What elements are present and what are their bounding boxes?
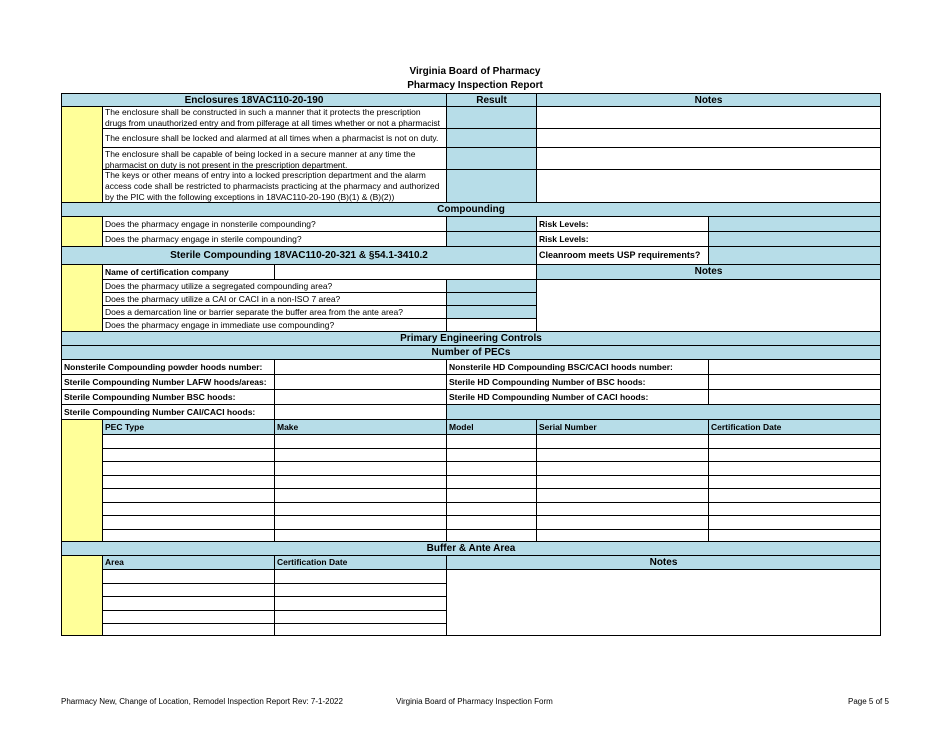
- footer-form-revision: Pharmacy New, Change of Location, Remodel Inspection Report Rev: 7-1-2022: [61, 697, 343, 706]
- pec-table-cell[interactable]: [102, 461, 275, 476]
- pec-table-cell[interactable]: [708, 461, 881, 476]
- footer-form-name: Virginia Board of Pharmacy Inspection Form: [396, 697, 553, 706]
- result-field[interactable]: [446, 292, 537, 306]
- result-field[interactable]: [446, 279, 537, 293]
- result-field[interactable]: [446, 318, 537, 332]
- pec-count-field[interactable]: [274, 359, 447, 375]
- buffer-heading: Buffer & Ante Area: [61, 541, 881, 556]
- compounding-question: Does the pharmacy engage in sterile compounding?: [102, 231, 447, 247]
- buffer-table-cell[interactable]: [102, 596, 275, 611]
- risk-levels-field[interactable]: [708, 231, 881, 247]
- notes-field[interactable]: [536, 169, 881, 203]
- pec-table-cell[interactable]: [708, 475, 881, 490]
- pec-table-cell[interactable]: [102, 475, 275, 490]
- pec-table-cell[interactable]: [536, 461, 709, 476]
- pec-count-field[interactable]: [708, 374, 881, 390]
- pec-col-header: Certification Date: [708, 419, 881, 435]
- sterile-question: Does a demarcation line or barrier separate the buffer area from the ante area?: [102, 305, 447, 319]
- enclosure-item: The enclosure shall be constructed in such a manner that it protects the prescription drugs from unauthorized entry and from pilferage at all times whether or not a pharmacist: [102, 106, 447, 129]
- pec-col-header: Model: [446, 419, 537, 435]
- pec-subheading: Number of PECs: [61, 345, 881, 360]
- buffer-notes-header: Notes: [446, 555, 881, 570]
- buffer-table-cell[interactable]: [102, 610, 275, 625]
- pec-table-cell[interactable]: [274, 461, 447, 476]
- pec-table-cell[interactable]: [536, 475, 709, 490]
- pec-count-field[interactable]: [274, 389, 447, 405]
- pec-table-cell[interactable]: [536, 515, 709, 530]
- buffer-table-cell[interactable]: [102, 569, 275, 584]
- pec-count-field[interactable]: [708, 359, 881, 375]
- pec-table-cell[interactable]: [446, 461, 537, 476]
- buffer-col-header: Certification Date: [274, 555, 447, 570]
- pec-count-label: Nonsterile HD Compounding BSC/CACI hoods number:: [446, 359, 709, 375]
- enclosures-heading: Enclosures 18VAC110-20-190: [61, 93, 447, 107]
- sterile-margin: [61, 264, 103, 332]
- pec-count-label: Sterile Compounding Number BSC hoods:: [61, 389, 275, 405]
- pec-col-header: Serial Number: [536, 419, 709, 435]
- pec-count-label: Sterile HD Compounding Number of BSC hoods:: [446, 374, 709, 390]
- pec-col-header: PEC Type: [102, 419, 275, 435]
- sterile-notes-field[interactable]: [536, 279, 881, 332]
- result-field[interactable]: [446, 305, 537, 319]
- pec-table-cell[interactable]: [274, 488, 447, 503]
- pec-table-cell[interactable]: [446, 448, 537, 463]
- pec-table-cell[interactable]: [536, 502, 709, 517]
- notes-field[interactable]: [536, 147, 881, 170]
- cert-company-label: Name of certification company: [102, 264, 275, 280]
- result-field[interactable]: [446, 169, 537, 203]
- buffer-table-cell[interactable]: [274, 596, 447, 611]
- result-field[interactable]: [446, 106, 537, 129]
- pec-table-cell[interactable]: [274, 515, 447, 530]
- pec-table-cell[interactable]: [274, 434, 447, 449]
- compounding-margin: [61, 216, 103, 247]
- pec-table-cell[interactable]: [708, 488, 881, 503]
- risk-levels-label: Risk Levels:: [536, 216, 709, 232]
- pec-table-cell[interactable]: [274, 475, 447, 490]
- result-header: Result: [446, 93, 537, 107]
- pec-count-label: Sterile HD Compounding Number of CACI hoods:: [446, 389, 709, 405]
- compounding-question: Does the pharmacy engage in nonsterile compounding?: [102, 216, 447, 232]
- risk-levels-field[interactable]: [708, 216, 881, 232]
- result-field[interactable]: [446, 147, 537, 170]
- buffer-col-header: Area: [102, 555, 275, 570]
- pec-table-cell[interactable]: [102, 502, 275, 517]
- pec-count-label: Nonsterile Compounding powder hoods number:: [61, 359, 275, 375]
- compounding-heading: Compounding: [61, 202, 881, 217]
- sterile-question: Does the pharmacy utilize a CAI or CACI in a non-ISO 7 area?: [102, 292, 447, 306]
- sterile-heading: Sterile Compounding 18VAC110-20-321 & §54.1-3410.2: [61, 246, 537, 265]
- notes-header: Notes: [536, 93, 881, 107]
- buffer-table-cell[interactable]: [102, 583, 275, 598]
- pec-table-margin: [61, 419, 103, 542]
- buffer-table-cell[interactable]: [274, 569, 447, 584]
- enclosure-item: The keys or other means of entry into a locked prescription department and the alarm access code shall be restricted to pharmacists practicing at the pharmacy and authorized by the PIC with the following exceptions in 18VAC110-20-190 (B)(1) & (B)(2)): [102, 169, 447, 203]
- buffer-table-cell[interactable]: [274, 583, 447, 598]
- buffer-table-cell[interactable]: [274, 623, 447, 636]
- pec-col-header: Make: [274, 419, 447, 435]
- pec-table-cell[interactable]: [446, 502, 537, 517]
- result-field[interactable]: [446, 231, 537, 247]
- notes-field[interactable]: [536, 106, 881, 129]
- pec-count-field[interactable]: [274, 404, 447, 420]
- pec-table-cell[interactable]: [446, 475, 537, 490]
- pec-table-cell[interactable]: [102, 488, 275, 503]
- enclosures-margin: [61, 106, 103, 203]
- pec-table-cell[interactable]: [102, 434, 275, 449]
- pec-table-cell[interactable]: [446, 488, 537, 503]
- pec-table-cell[interactable]: [708, 515, 881, 530]
- sterile-question: Does the pharmacy engage in immediate use compounding?: [102, 318, 447, 332]
- footer-page-number: Page 5 of 5: [848, 697, 889, 706]
- pec-table-cell[interactable]: [102, 448, 275, 463]
- cleanroom-label: Cleanroom meets USP requirements?: [536, 246, 709, 265]
- cleanroom-field[interactable]: [708, 246, 881, 265]
- page-title: Virginia Board of Pharmacy: [409, 66, 541, 77]
- pec-count-label: Sterile Compounding Number LAFW hoods/areas:: [61, 374, 275, 390]
- enclosure-item: The enclosure shall be locked and alarmed at all times when a pharmacist is not on duty.: [102, 128, 447, 148]
- pec-heading: Primary Engineering Controls: [61, 331, 881, 346]
- result-field[interactable]: [446, 216, 537, 232]
- page-subtitle: Pharmacy Inspection Report: [407, 80, 543, 91]
- pec-table-cell[interactable]: [536, 488, 709, 503]
- risk-levels-label: Risk Levels:: [536, 231, 709, 247]
- pec-count-field[interactable]: [274, 374, 447, 390]
- buffer-notes-field[interactable]: [446, 569, 881, 636]
- buffer-table-cell[interactable]: [102, 623, 275, 636]
- pec-table-cell[interactable]: [708, 448, 881, 463]
- pec-table-cell[interactable]: [708, 502, 881, 517]
- pec-table-cell[interactable]: [274, 448, 447, 463]
- sterile-question: Does the pharmacy utilize a segregated compounding area?: [102, 279, 447, 293]
- pec-count-label: Sterile Compounding Number CAI/CACI hoods:: [61, 404, 275, 420]
- pec-table-cell[interactable]: [536, 448, 709, 463]
- pec-count-field[interactable]: [708, 389, 881, 405]
- pec-table-cell[interactable]: [446, 515, 537, 530]
- pec-table-cell[interactable]: [102, 515, 275, 530]
- buffer-table-cell[interactable]: [274, 610, 447, 625]
- pec-table-cell[interactable]: [446, 434, 537, 449]
- buffer-margin: [61, 555, 103, 636]
- pec-table-cell[interactable]: [274, 502, 447, 517]
- result-field[interactable]: [446, 128, 537, 148]
- sterile-notes-header: Notes: [536, 264, 881, 280]
- pec-table-cell[interactable]: [708, 434, 881, 449]
- enclosure-item: The enclosure shall be capable of being locked in a secure manner at any time the pharmacist on duty is not present in the prescription department.: [102, 147, 447, 170]
- pec-table-cell[interactable]: [536, 434, 709, 449]
- notes-field[interactable]: [536, 128, 881, 148]
- pec-count-filler: [446, 404, 881, 420]
- cert-company-field[interactable]: [274, 264, 537, 280]
